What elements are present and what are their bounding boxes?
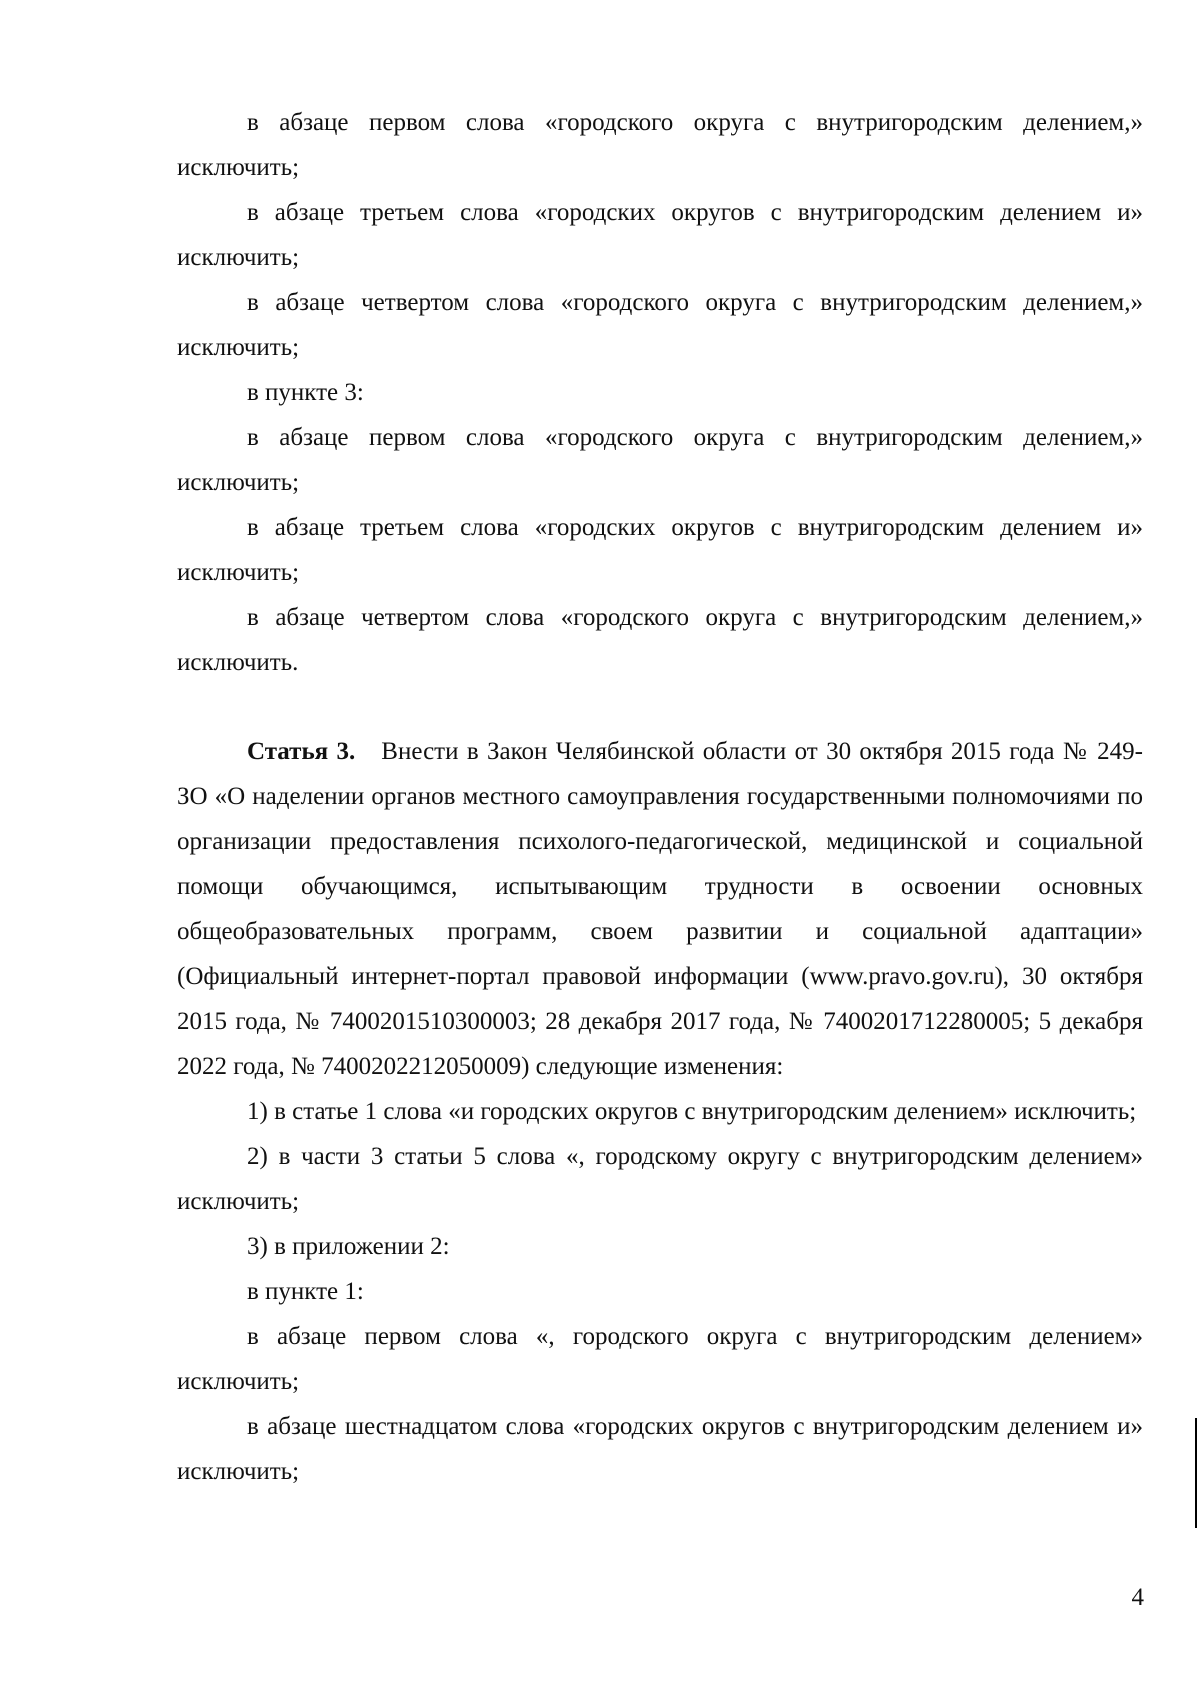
paragraph: 1) в статье 1 слова «и городских округов с внутригородским делением» исключить; [247,1098,1137,1125]
page-number: 4 [1131,1584,1144,1611]
scan-edge-mark [1195,1418,1197,1528]
paragraph: в абзаце первом слова «городского округа с внутригородским делением,» исключить; [177,109,1143,181]
paragraph: в абзаце первом слова «, городского округа с внутригородским делением» исключить; [177,1323,1143,1395]
paragraph: в абзаце четвертом слова «городского округа с внутригородским делением,» исключить; [177,289,1143,361]
article-heading: Статья 3. [247,738,356,765]
paragraph: в абзаце первом слова «городского округа с внутригородским делением,» исключить; [177,424,1143,496]
paragraph: в абзаце четвертом слова «городского округа с внутригородским делением,» исключить. [177,604,1143,676]
paragraph: в абзаце третьем слова «городских округов с внутригородским делением и» исключить; [177,514,1143,586]
article-paragraph [177,729,1143,1089]
document-body [177,100,1143,1494]
paragraph: в абзаце третьем слова «городских округов с внутригородским делением и» исключить; [177,199,1143,271]
paragraph: в пункте 1: [247,1278,364,1305]
paragraph: 3) в приложении 2: [247,1233,450,1260]
paragraph: 2) в части 3 статьи 5 слова «, городскому округу с внутригородским делением» исключить; [177,1143,1143,1215]
paragraph: в пункте 3: [247,379,364,406]
article-text: Внести в Закон Челябинской области от 30 октября 2015 года № 249-ЗО «О наделении органов местного самоуправления государственными полномочиями по организации предоставления психолого-педагогической, медицинской и социальной помощи обучающимся, испытывающим трудности в освоении основных общеобразовательных программ, своем развитии и социальной адаптации» (Официальный интернет-портал правовой информации (www.pravo.gov.ru), 30 октября 2015 года, № 7400201510300003; 28 декабря 2017 года, № 7400201712280005; 5 декабря 2022 года, № 7400202212050009) следующие изменения: [177,738,1143,1080]
paragraph: в абзаце шестнадцатом слова «городских округов с внутригородским делением и» исключить; [177,1413,1143,1485]
